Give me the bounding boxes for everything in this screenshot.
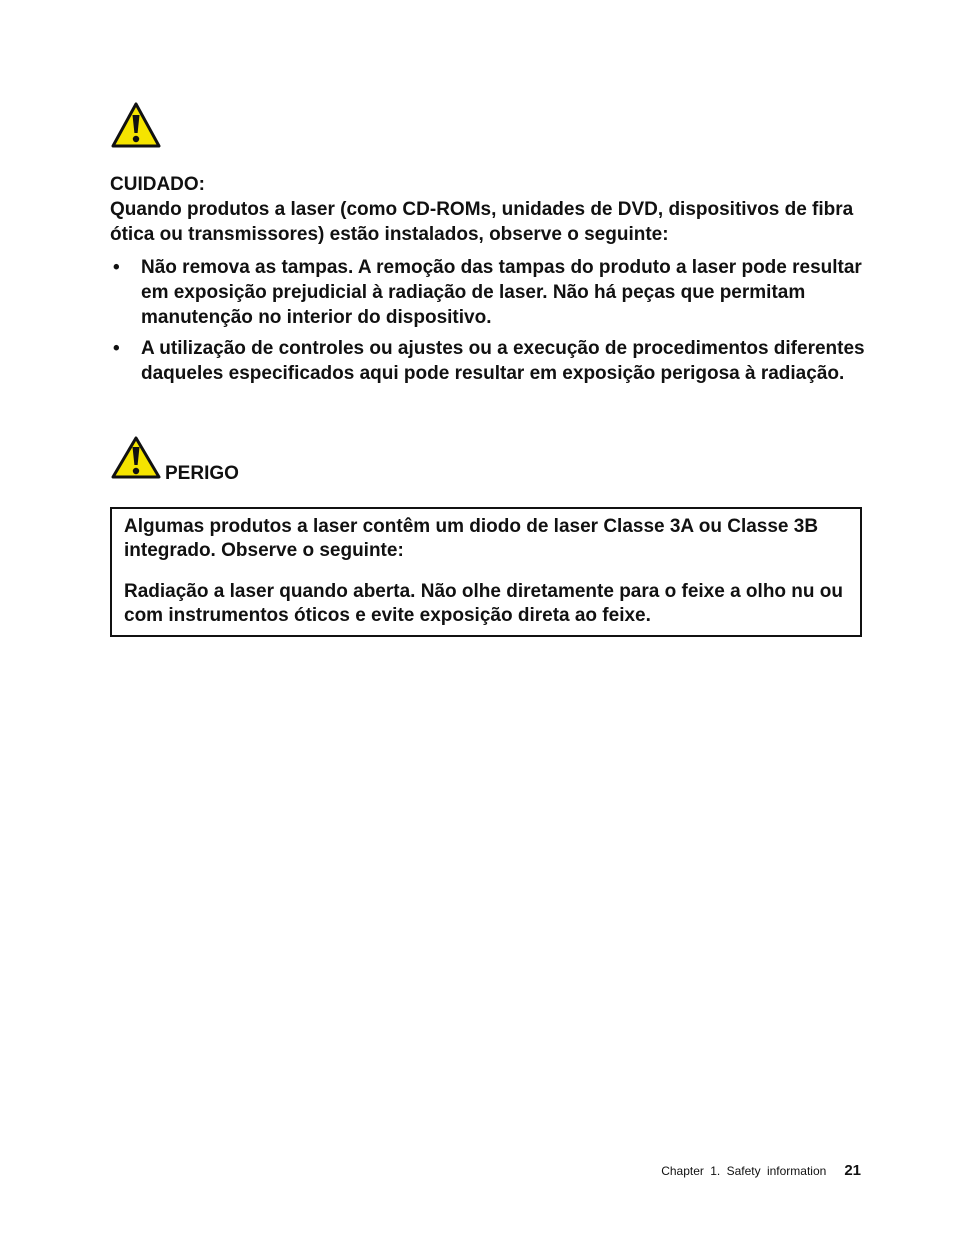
danger-label: PERIGO	[165, 463, 239, 484]
warning-triangle-icon	[110, 101, 162, 149]
danger-notice-box	[110, 507, 862, 637]
caution-title: CUIDADO:	[110, 174, 205, 195]
caution-intro: Quando produtos a laser (como CD-ROMs, unidades de DVD, dispositivos de fibra ótica ou transmissores) estão instalados, observe o seguinte:	[110, 199, 854, 245]
bullet-text: Não remova as tampas. A remoção das tampas do produto a laser pode resultar em exposição prejudicial à radiação de laser. Não há peças que permitam manutenção no interior do dispositivo.	[141, 257, 862, 328]
danger-paragraph: Algumas produtos a laser contêm um diodo de laser Classe 3A ou Classe 3B integrado. Observe o seguinte:	[124, 516, 819, 561]
bullet-marker: •	[113, 338, 120, 359]
bullet-marker: •	[113, 257, 120, 278]
warning-triangle-icon	[110, 435, 162, 480]
list-item	[110, 255, 870, 330]
bullet-text: A utilização de controles ou ajustes ou a execução de procedimentos diferentes daqueles especificados aqui pode resultar em exposição perigosa à radiação.	[141, 338, 865, 384]
page-number: 21	[844, 1162, 861, 1179]
list-item	[110, 336, 870, 386]
caution-section	[110, 172, 870, 392]
page-footer	[661, 1162, 861, 1179]
danger-paragraph: Radiação a laser quando aberta. Não olhe diretamente para o feixe a olho nu ou com instrumentos óticos e evite exposição direta ao feixe.	[124, 581, 844, 626]
caution-bullet-list	[110, 255, 870, 386]
footer-chapter-title: Chapter 1. Safety information	[661, 1164, 827, 1178]
